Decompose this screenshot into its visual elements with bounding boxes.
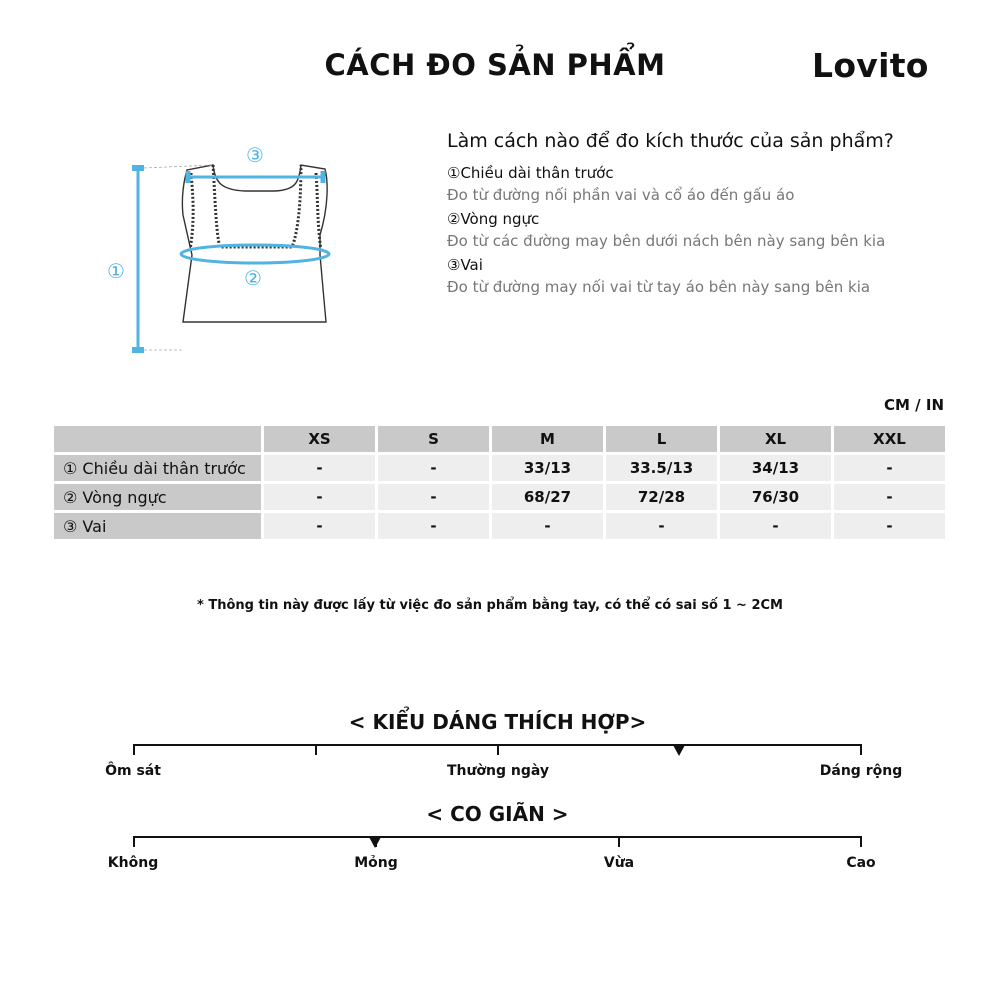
stretch-label-light: Mỏng	[354, 855, 398, 871]
instruction-desc-length: Đo từ đường nối phần vai và cổ áo đến gấu áo	[447, 186, 795, 204]
fit-scale-title: < KIỂU DÁNG THÍCH HỢP>	[348, 710, 647, 734]
stretch-scale-marker	[369, 837, 381, 848]
measurement-note: * Thông tin này được lấy từ việc đo sản phẩm bằng tay, có thể có sai số 1 ~ 2CM	[197, 598, 783, 613]
table-cell: 76/30	[720, 484, 831, 510]
table-cell: 33.5/13	[606, 455, 717, 481]
row-label-length: ① Chiều dài thân trước	[54, 455, 261, 481]
stretch-scale	[107, 836, 876, 876]
fit-scale-tick	[315, 744, 317, 755]
table-cell: -	[720, 513, 831, 539]
instruction-heading-chest: ②Vòng ngực	[447, 210, 540, 228]
size-header-xxl: XXL	[834, 426, 945, 452]
garment-diagram	[95, 135, 355, 365]
fit-scale-marker	[673, 745, 685, 756]
size-header-xs: XS	[264, 426, 375, 452]
table-row	[54, 513, 945, 539]
stretch-label-none: Không	[107, 855, 159, 871]
fit-scale-tick	[497, 744, 499, 755]
stretch-scale-line	[133, 836, 862, 838]
table-cell: -	[378, 513, 489, 539]
stretch-label-high: Cao	[846, 855, 876, 871]
size-header-s: S	[378, 426, 489, 452]
instructions-question: Làm cách nào để đo kích thước của sản phẩm?	[447, 130, 894, 152]
stretch-scale-title: < CO GIÃN >	[426, 802, 569, 826]
fit-scale	[105, 744, 903, 784]
brand-logo: Lovito	[812, 46, 929, 85]
fit-label-tight: Ôm sát	[105, 763, 161, 779]
size-table	[51, 423, 948, 542]
row-label-chest: ② Vòng ngực	[54, 484, 261, 510]
size-header-m: M	[492, 426, 603, 452]
fit-scale-tick	[133, 744, 135, 755]
unit-label: CM / IN	[884, 396, 944, 414]
table-corner	[54, 426, 261, 452]
fit-scale-tick	[860, 744, 862, 755]
size-header-row	[54, 426, 945, 452]
measure-label-shoulder: ③	[246, 143, 264, 167]
table-cell: 34/13	[720, 455, 831, 481]
table-cell: 68/27	[492, 484, 603, 510]
table-cell: -	[378, 455, 489, 481]
instruction-desc-shoulder: Đo từ đường may nối vai từ tay áo bên này sang bên kia	[447, 278, 871, 296]
stretch-label-medium: Vừa	[603, 855, 635, 871]
table-cell: -	[264, 484, 375, 510]
stretch-scale-tick	[133, 836, 135, 847]
instruction-desc-chest: Đo từ các đường may bên dưới nách bên này sang bên kia	[447, 232, 886, 250]
table-cell: -	[492, 513, 603, 539]
table-cell: -	[264, 455, 375, 481]
measurement-instructions	[447, 124, 907, 299]
table-cell: -	[606, 513, 717, 539]
fit-label-regular: Thường ngày	[446, 763, 550, 779]
measure-label-chest: ②	[244, 266, 262, 290]
table-row	[54, 484, 945, 510]
tank-top-illustration	[182, 165, 327, 322]
table-cell: -	[834, 484, 945, 510]
size-header-xl: XL	[720, 426, 831, 452]
instruction-heading-length: ①Chiều dài thân trước	[447, 164, 614, 182]
table-cell: -	[378, 484, 489, 510]
table-cell: -	[834, 513, 945, 539]
table-cell: -	[264, 513, 375, 539]
stretch-scale-tick	[860, 836, 862, 847]
instruction-heading-shoulder: ③Vai	[447, 256, 483, 274]
row-label-shoulder: ③ Vai	[54, 513, 261, 539]
measure-label-length: ①	[107, 259, 125, 283]
fit-label-loose: Dáng rộng	[819, 763, 903, 779]
table-row	[54, 455, 945, 481]
table-cell: -	[834, 455, 945, 481]
stretch-scale-tick	[618, 836, 620, 847]
size-header-l: L	[606, 426, 717, 452]
page-title: CÁCH ĐO SẢN PHẨM	[324, 48, 666, 82]
table-cell: 72/28	[606, 484, 717, 510]
table-cell: 33/13	[492, 455, 603, 481]
